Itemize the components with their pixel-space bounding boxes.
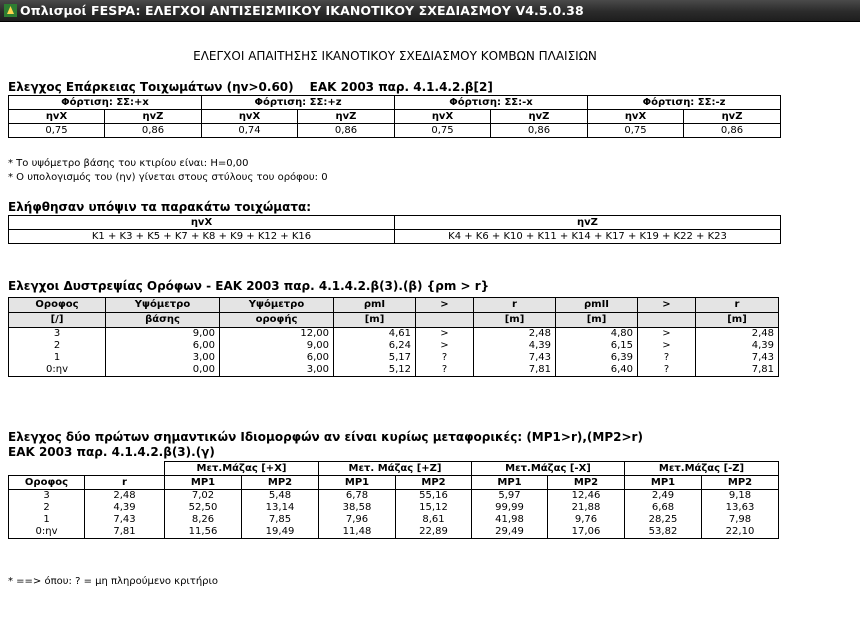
- table-row: [9, 526, 779, 539]
- sub-header: ηvZ: [491, 110, 588, 124]
- header-r-1: r: [474, 298, 556, 313]
- cell: ?: [416, 364, 474, 377]
- cell: >: [638, 340, 696, 352]
- cell: 0:ηv: [9, 526, 85, 539]
- cell: 6,40: [556, 364, 638, 377]
- group-header-minus-z: Μετ.Μάζας [-Z]: [625, 462, 779, 476]
- cell: 17,06: [548, 526, 625, 539]
- sub-header: ηvX: [202, 110, 298, 124]
- cell: 6,78: [319, 490, 396, 503]
- page-title: ΕΛΕΓΧΟΙ ΑΠΑΙΤΗΣΗΣ ΙΚΑΝΟΤΙΚΟΥ ΣΧΕΔΙΑΣΜΟΥ ΚΟΜΒΩΝ ΠΛΑΙΣΙΩΝ: [193, 49, 597, 63]
- header-rho-m2: ρmII: [556, 298, 638, 313]
- walls-x-list: K1 + K3 + K5 + K7 + K8 + K9 + K12 + K16: [9, 230, 395, 244]
- walls-ratio-table: [8, 95, 781, 138]
- load-header-minus-x: Φόρτιση: ΣΣ:-x: [395, 96, 588, 110]
- cell: 2,48: [474, 328, 556, 341]
- col-header-mp1: MP1: [165, 476, 242, 490]
- header-rho-m1: ρmI: [334, 298, 416, 313]
- cell: 28,25: [625, 514, 702, 526]
- cell: 4,39: [696, 340, 779, 352]
- table-row: [9, 490, 779, 503]
- table-row: [9, 514, 779, 526]
- cell: 1: [9, 352, 106, 364]
- cell: 9,00: [220, 340, 334, 352]
- ratio-value: 0,86: [298, 124, 395, 138]
- drift-check-heading: Ελεγχοι Δυστρεψίας Ορόφων - ΕΑΚ 2003 παρ. 4.1.4.2.β(3).(β) {ρm > r}: [8, 279, 490, 293]
- header-r-2-unit: [m]: [696, 313, 779, 328]
- cell: 22,89: [396, 526, 472, 539]
- cell: 11,56: [165, 526, 242, 539]
- cell: 3: [9, 490, 85, 503]
- cell: 2: [9, 340, 106, 352]
- header-compare-2: >: [638, 298, 696, 313]
- drift-check-table: [8, 297, 779, 377]
- cell: 3: [9, 328, 106, 341]
- sub-header: ηvZ: [298, 110, 395, 124]
- ratio-value: 0,86: [491, 124, 588, 138]
- cell: 8,26: [165, 514, 242, 526]
- header-roof-elevation-l2: οροφής: [220, 313, 334, 328]
- header-compare-1: >: [416, 298, 474, 313]
- sub-header: ηvZ: [684, 110, 781, 124]
- cell: 9,18: [702, 490, 779, 503]
- ratio-value: 0,75: [588, 124, 684, 138]
- cell: 21,88: [548, 502, 625, 514]
- fespa-app-icon: [4, 4, 17, 17]
- header-base-elevation-l2: βάσης: [106, 313, 220, 328]
- footnote: * ==> όπου: ? = μη πληρούμενο κριτήριο: [8, 576, 219, 587]
- cell: 7,85: [242, 514, 319, 526]
- walls-considered-heading: Ελήφθησαν υπόψιν τα παρακάτω τοιχώματα:: [8, 200, 312, 214]
- group-header-plus-z: Μετ. Μάζας [+Z]: [319, 462, 472, 476]
- col-header-floor: Οροφος: [9, 476, 85, 490]
- cell: 4,80: [556, 328, 638, 341]
- cell: 3,00: [106, 352, 220, 364]
- ratio-value: 0,74: [202, 124, 298, 138]
- cell: 0:ηv: [9, 364, 106, 377]
- cell: 8,61: [396, 514, 472, 526]
- group-header-minus-x: Μετ.Μάζας [-X]: [472, 462, 625, 476]
- cell: 7,81: [85, 526, 165, 539]
- note-base-elevation: * Το υψόμετρο βάσης του κτιρίου είναι: H=0,00: [8, 158, 249, 169]
- col-header-mp1: MP1: [472, 476, 548, 490]
- cell: 5,12: [334, 364, 416, 377]
- sub-header: ηvX: [395, 110, 491, 124]
- cell: 9,00: [106, 328, 220, 341]
- table-row: [9, 352, 779, 364]
- cell: ?: [638, 364, 696, 377]
- walls-considered-table: [8, 215, 781, 244]
- modes-check-heading: Ελεγχος δύο πρώτων σημαντικών Ιδιομορφών αν είναι κυρίως μεταφορικές: (MP1>r),(MP2>r): [8, 430, 643, 444]
- load-header-plus-x: Φόρτιση: ΣΣ:+x: [9, 96, 202, 110]
- cell: >: [416, 328, 474, 341]
- header-compare-1-l2: [416, 313, 474, 328]
- cell: 13,14: [242, 502, 319, 514]
- ratio-value: 0,75: [395, 124, 491, 138]
- cell: 38,58: [319, 502, 396, 514]
- walls-x-header: ηvX: [9, 216, 395, 230]
- table-row: [9, 340, 779, 352]
- col-header-mp1: MP1: [625, 476, 702, 490]
- cell: 7,96: [319, 514, 396, 526]
- note-calc-floor: * Ο υπολογισμός του (ηv) γίνεται στους στύλους του ορόφου: 0: [8, 172, 328, 183]
- cell: >: [416, 340, 474, 352]
- header-roof-elevation: Υψόμετρο: [220, 298, 334, 313]
- cell: 3,00: [220, 364, 334, 377]
- cell: 2,49: [625, 490, 702, 503]
- empty-cell: [9, 462, 85, 476]
- cell: 12,46: [548, 490, 625, 503]
- cell: 6,15: [556, 340, 638, 352]
- cell: 6,24: [334, 340, 416, 352]
- load-header-plus-z: Φόρτιση: ΣΣ:+z: [202, 96, 395, 110]
- header-rho-m1-unit: [m]: [334, 313, 416, 328]
- cell: 5,48: [242, 490, 319, 503]
- cell: ?: [416, 352, 474, 364]
- sub-header: ηvX: [9, 110, 105, 124]
- cell: 12,00: [220, 328, 334, 341]
- ratio-value: 0,86: [105, 124, 202, 138]
- modes-check-reference: ΕΑΚ 2003 παρ. 4.1.4.2.β(3).(γ): [8, 445, 215, 459]
- header-r-1-unit: [m]: [474, 313, 556, 328]
- cell: 4,61: [334, 328, 416, 341]
- col-header-mp2: MP2: [702, 476, 779, 490]
- cell: 7,81: [696, 364, 779, 377]
- cell: 5,17: [334, 352, 416, 364]
- empty-cell: [85, 462, 165, 476]
- cell: 22,10: [702, 526, 779, 539]
- cell: 6,00: [106, 340, 220, 352]
- table-row: [9, 328, 779, 341]
- ratio-value: 0,86: [684, 124, 781, 138]
- cell: 99,99: [472, 502, 548, 514]
- cell: 9,76: [548, 514, 625, 526]
- cell: 29,49: [472, 526, 548, 539]
- cell: 6,68: [625, 502, 702, 514]
- cell: 7,02: [165, 490, 242, 503]
- cell: 4,39: [85, 502, 165, 514]
- col-header-mp2: MP2: [396, 476, 472, 490]
- cell: 19,49: [242, 526, 319, 539]
- cell: 2: [9, 502, 85, 514]
- header-r-2: r: [696, 298, 779, 313]
- cell: 7,43: [474, 352, 556, 364]
- load-header-minus-z: Φόρτιση: ΣΣ:-z: [588, 96, 781, 110]
- cell: 7,81: [474, 364, 556, 377]
- cell: ?: [638, 352, 696, 364]
- walls-z-header: ηvZ: [395, 216, 781, 230]
- walls-check-heading: Ελεγχος Επάρκειας Τοιχωμάτων (ηv>0.60) ΕΑΚ 2003 παρ. 4.1.4.2.β[2]: [8, 80, 493, 94]
- cell: 4,39: [474, 340, 556, 352]
- header-rho-m2-unit: [m]: [556, 313, 638, 328]
- header-base-elevation: Υψόμετρο: [106, 298, 220, 313]
- header-floor: Οροφος: [9, 298, 106, 313]
- table-row: [9, 502, 779, 514]
- cell: 52,50: [165, 502, 242, 514]
- col-header-mp2: MP2: [548, 476, 625, 490]
- walls-check-reference: ΕΑΚ 2003 παρ. 4.1.4.2.β[2]: [309, 80, 493, 94]
- cell: 6,00: [220, 352, 334, 364]
- window-title: Οπλισμοί FESPA: ΕΛΕΓΧΟΙ ΑΝΤΙΣΕΙΣΜΙΚΟΥ ΙΚΑΝΟΤΙΚΟΥ ΣΧΕΔΙΑΣΜΟΥ V4.5.0.38: [20, 3, 584, 18]
- walls-z-list: K4 + K6 + K10 + K11 + K14 + K17 + K19 + K22 + K23: [395, 230, 781, 244]
- cell: 0,00: [106, 364, 220, 377]
- cell: 2,48: [85, 490, 165, 503]
- col-header-mp2: MP2: [242, 476, 319, 490]
- sub-header: ηvZ: [105, 110, 202, 124]
- col-header-r: r: [85, 476, 165, 490]
- cell: 55,16: [396, 490, 472, 503]
- cell: >: [638, 328, 696, 341]
- cell: 15,12: [396, 502, 472, 514]
- header-floor-unit: [/]: [9, 313, 106, 328]
- cell: 7,43: [85, 514, 165, 526]
- cell: 11,48: [319, 526, 396, 539]
- cell: 13,63: [702, 502, 779, 514]
- cell: 5,97: [472, 490, 548, 503]
- modes-check-table: [8, 461, 779, 539]
- cell: 7,98: [702, 514, 779, 526]
- cell: 41,98: [472, 514, 548, 526]
- col-header-mp1: MP1: [319, 476, 396, 490]
- header-compare-2-l2: [638, 313, 696, 328]
- cell: 6,39: [556, 352, 638, 364]
- window-titlebar: [0, 0, 860, 22]
- cell: 53,82: [625, 526, 702, 539]
- group-header-plus-x: Μετ.Μάζας [+X]: [165, 462, 319, 476]
- cell: 1: [9, 514, 85, 526]
- table-row: [9, 364, 779, 377]
- ratio-value: 0,75: [9, 124, 105, 138]
- cell: 7,43: [696, 352, 779, 364]
- sub-header: ηvX: [588, 110, 684, 124]
- cell: 2,48: [696, 328, 779, 341]
